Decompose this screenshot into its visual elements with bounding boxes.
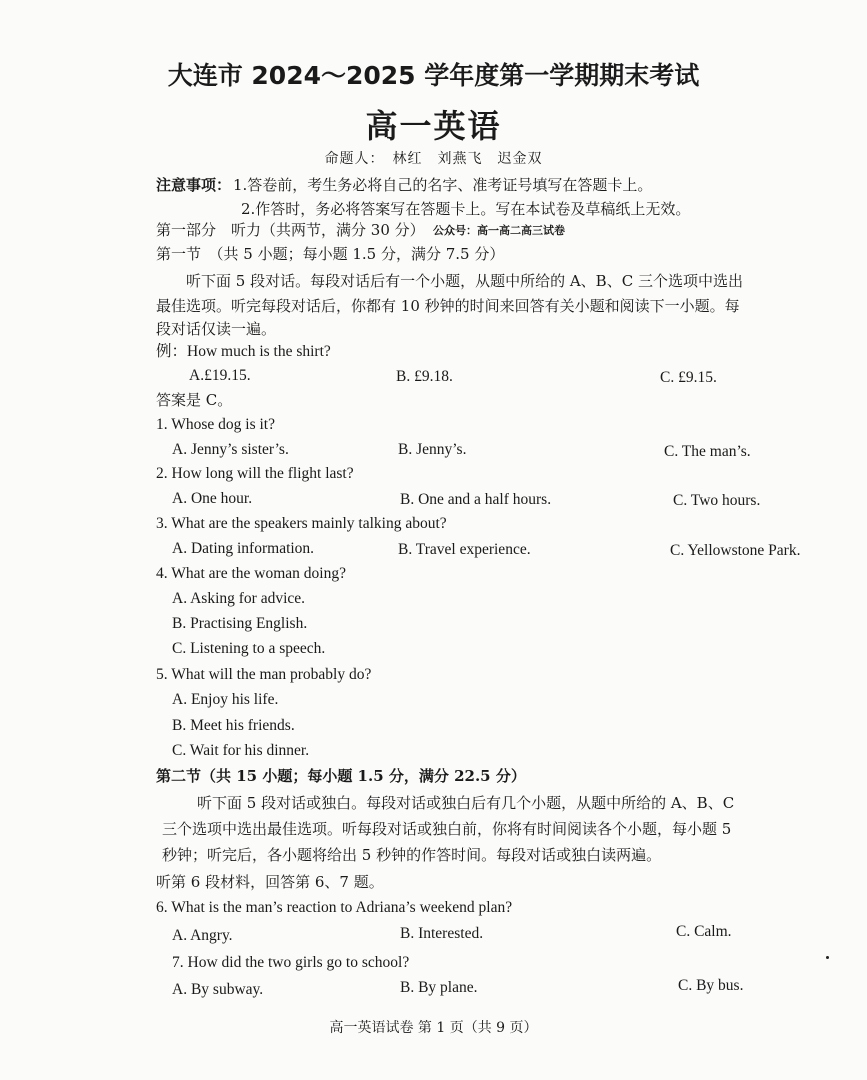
q3-option-b: B. Travel experience.	[398, 541, 531, 558]
q1-option-b: B. Jenny’s.	[398, 441, 467, 458]
notes-item-2: 2.作答时，务必将答案写在答题卡上。写在本试卷及草稿纸上无效。	[241, 200, 691, 218]
watermark-text: 公众号：高一高二高三试卷	[433, 224, 565, 237]
section1-instruction-3: 段对话仅读一遍。	[156, 320, 277, 338]
q2-option-c: C. Two hours.	[673, 492, 761, 509]
material-6-label: 听第 6 段材料，回答第 6、7 题。	[156, 873, 384, 891]
example-answer: 答案是 C。	[156, 391, 233, 409]
section1-heading: 第一节 （共 5 小题；每小题 1.5 分，满分 7.5 分）	[156, 245, 505, 263]
q7-option-a: A. By subway.	[172, 981, 264, 998]
exam-title: 大连市 2024～2025 学年度第一学期期末考试	[167, 61, 700, 90]
scan-speck	[826, 956, 829, 959]
q4-option-b: B. Practising English.	[172, 615, 308, 632]
notes-item-1: 1.答卷前，考生务必将自己的名字、准考证号填写在答题卡上。	[233, 176, 653, 194]
section1-instruction-1: 听下面 5 段对话。每段对话后有一个小题，从题中所给的 A、B、C 三个选项中选出	[186, 272, 743, 290]
question-1: 1. Whose dog is it?	[156, 416, 275, 433]
q4-option-a: A. Asking for advice.	[172, 590, 306, 607]
authors-line: 命题人： 林红 刘燕飞 迟金双	[324, 151, 543, 167]
question-4: 4. What are the woman doing?	[156, 565, 346, 582]
page-footer: 高一英语试卷 第 1 页（共 9 页）	[329, 1020, 538, 1036]
question-6: 6. What is the man’s reaction to Adriana’s weekend plan?	[156, 899, 513, 916]
question-3: 3. What are the speakers mainly talking about?	[156, 515, 447, 532]
q3-option-c: C. Yellowstone Park.	[670, 542, 801, 559]
q2-option-b: B. One and a half hours.	[400, 491, 552, 508]
q5-option-b: B. Meet his friends.	[172, 717, 295, 734]
example-option-a: A.£19.15.	[189, 367, 251, 384]
part1-heading: 第一部分 听力（共两节，满分 30 分）	[156, 221, 425, 239]
q2-option-a: A. One hour.	[172, 490, 253, 507]
section2-instruction-2: 三个选项中选出最佳选项。听每段对话或独白前，你将有时间阅读各个小题，每小题 5	[162, 820, 732, 838]
question-7: 7. How did the two girls go to school?	[172, 954, 410, 971]
q6-option-a: A. Angry.	[172, 927, 233, 944]
q4-option-c: C. Listening to a speech.	[172, 640, 326, 657]
example-option-b: B. £9.18.	[396, 368, 453, 385]
q7-option-b: B. By plane.	[400, 979, 478, 996]
example-question: 例：How much is the shirt?	[156, 343, 331, 360]
q1-option-a: A. Jenny’s sister’s.	[172, 441, 289, 458]
subject-title: 高一英语	[365, 107, 502, 145]
q7-option-c: C. By bus.	[678, 977, 744, 994]
q5-option-a: A. Enjoy his life.	[172, 691, 279, 708]
question-5: 5. What will the man probably do?	[156, 666, 372, 683]
q6-option-c: C. Calm.	[676, 923, 732, 940]
q1-option-c: C. The man’s.	[664, 443, 751, 460]
example-option-c: C. £9.15.	[660, 369, 717, 386]
section2-heading: 第二节（共 15 小题；每小题 1.5 分，满分 22.5 分）	[156, 767, 526, 785]
section2-instruction-1: 听下面 5 段对话或独白。每段对话或独白后有几个小题，从题中所给的 A、B、C	[197, 794, 735, 812]
section1-instruction-2: 最佳选项。听完每段对话后，你都有 10 秒钟的时间来回答有关小题和阅读下一小题。每	[156, 297, 740, 315]
q3-option-a: A. Dating information.	[172, 540, 315, 557]
question-2: 2. How long will the flight last?	[156, 465, 354, 482]
section2-instruction-3: 秒钟；听完后，各小题将给出 5 秒钟的作答时间。每段对话或独白读两遍。	[162, 846, 662, 864]
notes-label: 注意事项：	[156, 176, 232, 194]
q6-option-b: B. Interested.	[400, 925, 484, 942]
q5-option-c: C. Wait for his dinner.	[172, 742, 310, 759]
